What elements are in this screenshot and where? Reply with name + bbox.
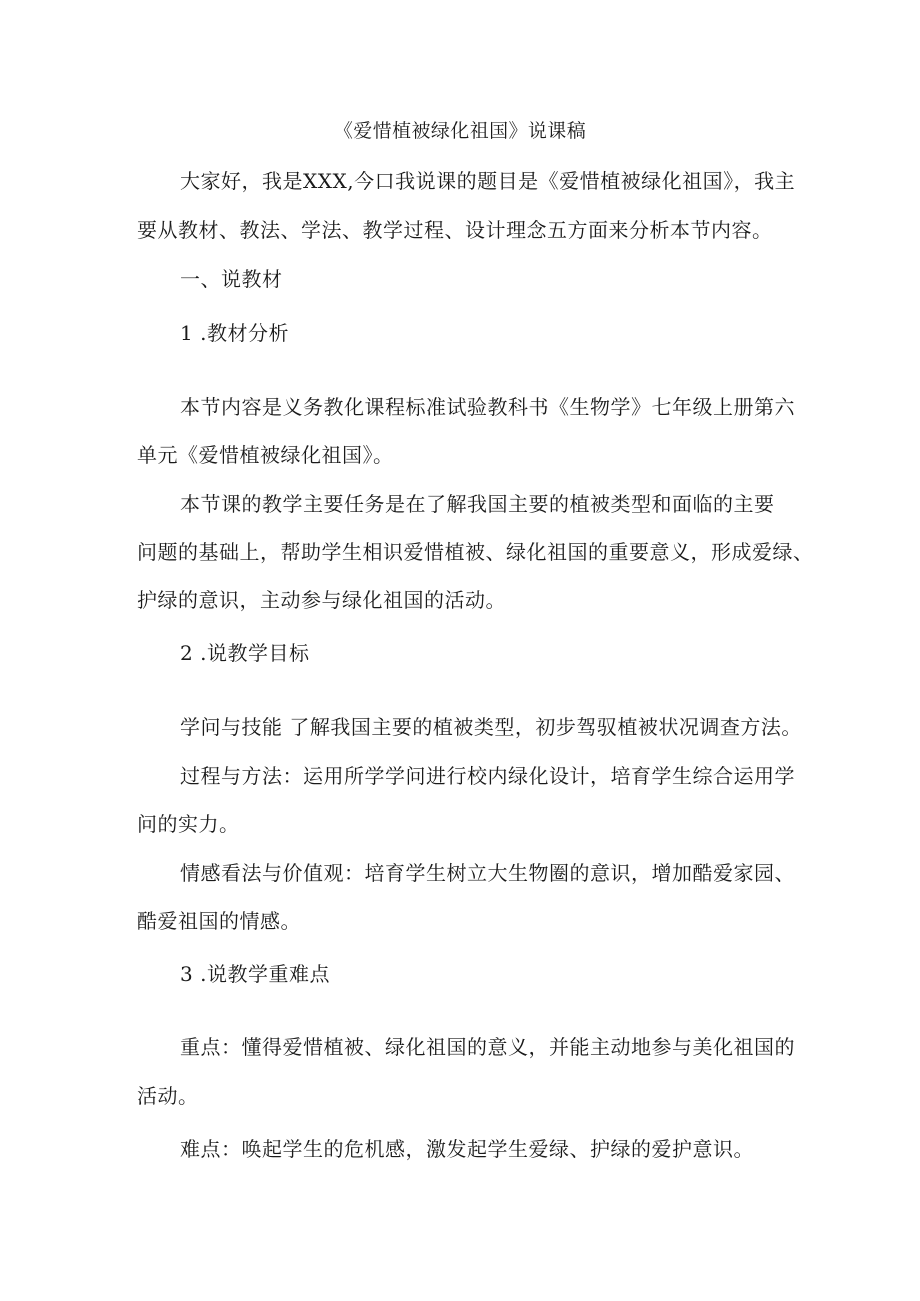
section-heading-textbook: 一、说教材 bbox=[180, 267, 283, 291]
subheading-teaching-goals: 2 .说教学目标 bbox=[180, 641, 310, 665]
key-point-line-1: 重点：懂得爱惜植被、绿化祖国的意义，并能主动地参与美化祖国的 bbox=[180, 1035, 795, 1059]
goal-emotion-line-2: 酷爱祖国的情感。 bbox=[137, 909, 301, 933]
intro-paragraph-line-1: 大家好，我是XXX,今口我说课的题目是《爱惜植被绿化祖国》，我主 bbox=[180, 169, 796, 193]
goal-emotion-line-1: 情感看法与价值观：培育学生树立大生物圈的意识，增加酷爱家园、 bbox=[180, 861, 795, 885]
subheading-textbook-analysis: 1 .教材分析 bbox=[180, 321, 289, 345]
difficult-point-line-1: 难点：唤起学生的危机感，激发起学生爱绿、护绿的爱护意识。 bbox=[180, 1137, 754, 1161]
goal-knowledge-line-1: 学问与技能 了解我国主要的植被类型，初步驾驭植被状况调查方法。 bbox=[180, 715, 802, 739]
analysis-paragraph-line-2: 单元《爱惜植被绿化祖国》。 bbox=[137, 443, 394, 467]
intro-paragraph-line-2: 要从教材、教法、学法、教学过程、设计理念五方面来分析本节内容。 bbox=[137, 218, 773, 242]
key-point-line-2: 活动。 bbox=[137, 1084, 199, 1108]
goal-process-line-2: 问的实力。 bbox=[137, 812, 240, 836]
task-paragraph-line-3: 护绿的意识，主动参与绿化祖国的活动。 bbox=[137, 588, 506, 612]
subheading-key-difficult-points: 3 .说教学重难点 bbox=[180, 962, 330, 986]
document-title: 《爱惜植被绿化祖国》说课稿 bbox=[333, 120, 587, 142]
task-paragraph-line-2: 问题的基础上，帮助学生相识爱惜植被、绿化祖国的重要意义，形成爱绿、 bbox=[137, 540, 814, 564]
analysis-paragraph-line-1: 本节内容是义务教化课程标准试验教科书《生物学》七年级上册第六 bbox=[180, 395, 795, 419]
goal-process-line-1: 过程与方法：运用所学学问进行校内绿化设计，培育学生综合运用学 bbox=[180, 764, 795, 788]
task-paragraph-line-1: 本节课的教学主要任务是在了解我国主要的植被类型和面临的主要 bbox=[180, 492, 775, 516]
